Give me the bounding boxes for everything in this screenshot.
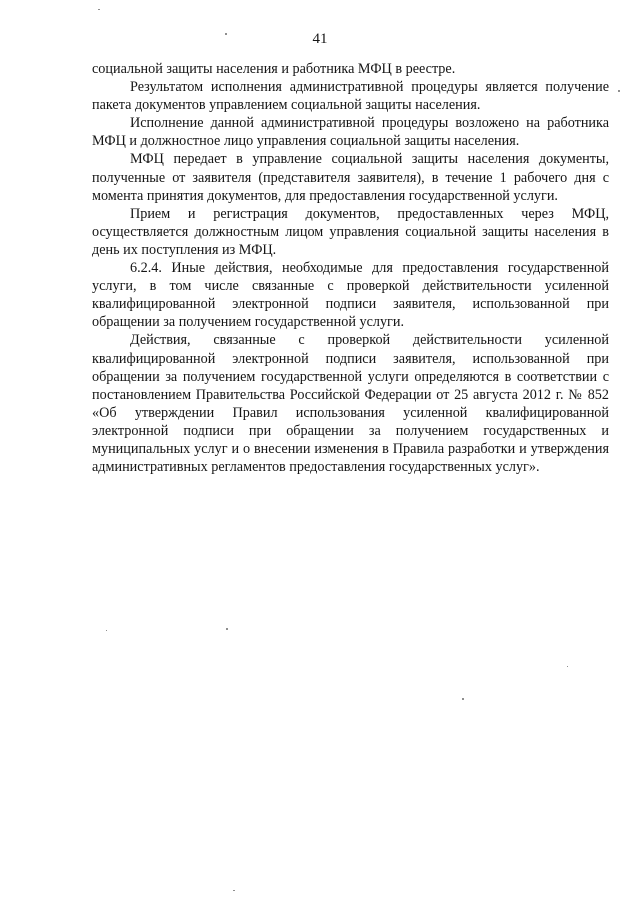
paragraph-procedure-result: Результатом исполнения административной процедуры является получение пакета документов управлением социальной защиты населения. bbox=[92, 79, 609, 114]
document-body bbox=[92, 60, 609, 476]
scan-speck bbox=[233, 890, 235, 891]
paragraph-section-6-2-4: 6.2.4. Иные действия, необходимые для предоставления государственной услуги, в том числе связанные с проверкой действительности усиленной квалифицированной электронной подписи заявителя, использованной при обращении за получением государственной услуги. bbox=[92, 260, 609, 331]
page-number: 41 bbox=[312, 31, 328, 47]
paragraph-mfc-transfer: МФЦ передает в управление социальной защиты населения документы, полученные от заявителя (представителя заявителя), в течение 1 рабочего дня с момента принятия документов, для предоставления государственной услуги. bbox=[92, 151, 609, 204]
scan-speck bbox=[567, 666, 568, 667]
scan-speck bbox=[98, 9, 100, 10]
scan-speck bbox=[226, 628, 228, 630]
paragraph-signature-verification: Действия, связанные с проверкой действительности усиленной квалифицированной электронной подписи заявителя, использованной при обращении за получением государственной услуги определяются в соответствии с постановлением Правительства Российской Федерации от 25 августа 2012 г. № 852 «Об утверждении Правил использования усиленной квалифицированной электронной подписи при обращении за получением государственных и муниципальных услуг и о внесении изменения в Правила разработки и утверждения административных регламентов предоставления государственных услуг». bbox=[92, 332, 609, 476]
scan-speck bbox=[618, 90, 620, 92]
scan-speck bbox=[462, 698, 464, 700]
paragraph-procedure-execution: Исполнение данной административной процедуры возложено на работника МФЦ и должностное лицо управления социальной защиты населения. bbox=[92, 115, 609, 150]
scan-speck bbox=[225, 33, 227, 35]
paragraph-reception-registration: Прием и регистрация документов, предоставленных через МФЦ, осуществляется должностным лицом управления социальной защиты населения в день их поступления из МФЦ. bbox=[92, 205, 609, 258]
scan-speck bbox=[106, 630, 107, 631]
paragraph-continuation: социальной защиты населения и работника МФЦ в реестре. bbox=[92, 61, 456, 77]
